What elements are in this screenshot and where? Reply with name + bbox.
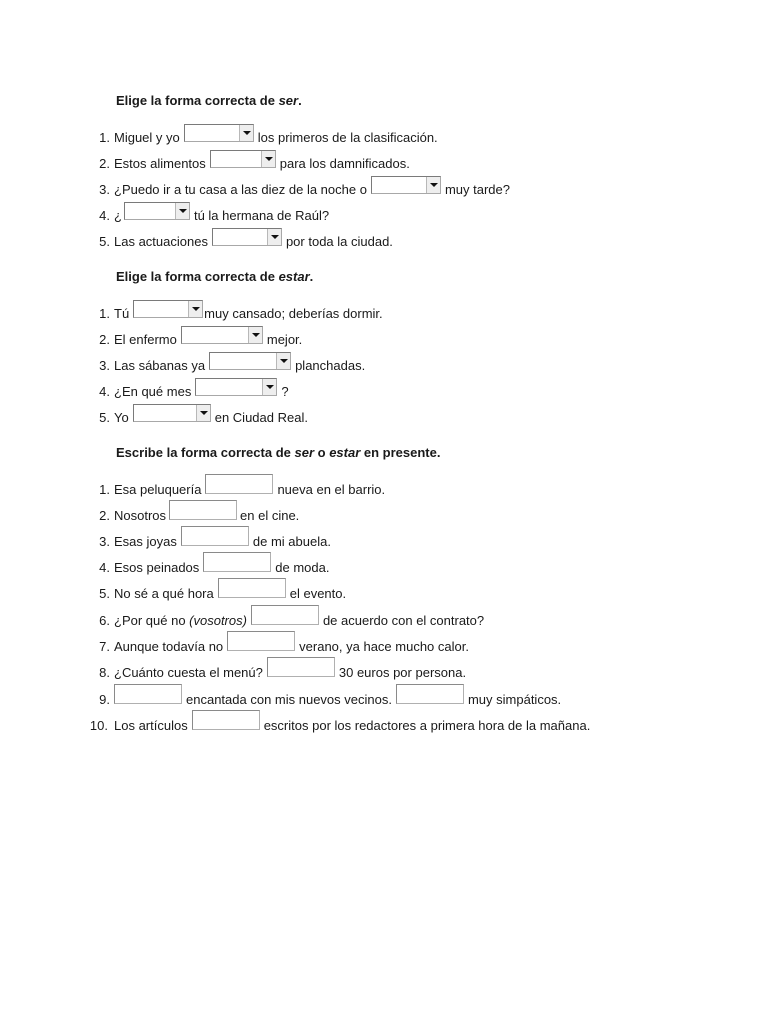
item-text-after: el evento. — [289, 586, 347, 601]
heading-text: o — [314, 445, 330, 460]
item-number: 4. — [99, 384, 110, 399]
ser-select[interactable] — [184, 124, 254, 142]
item-number: 3. — [99, 358, 110, 373]
item-text-after: ? — [281, 384, 289, 399]
item-text-after: 30 euros por persona. — [338, 665, 467, 680]
estar-select[interactable] — [209, 352, 291, 370]
heading-suffix: en presente. — [360, 445, 441, 460]
chevron-down-icon[interactable] — [276, 353, 290, 369]
item-number: 2. — [99, 332, 110, 347]
item-text-before: Aunque todavía no — [114, 639, 224, 654]
answer-input[interactable] — [227, 631, 295, 651]
item-text-after: en el cine. — [240, 508, 300, 523]
item-text-after: muy tarde? — [444, 182, 510, 197]
item-number: 8. — [99, 665, 110, 680]
chevron-down-icon[interactable] — [262, 379, 276, 395]
item-number: 1. — [99, 482, 110, 497]
item-number: 5. — [99, 410, 110, 425]
item-text-before: Las actuaciones — [114, 234, 208, 249]
heading-verb: estar — [278, 269, 310, 284]
estar-select[interactable] — [181, 326, 263, 344]
ser-select[interactable] — [212, 228, 282, 246]
item-number: 7. — [99, 639, 110, 654]
section2-heading — [116, 269, 313, 284]
item-text-before: Yo — [114, 410, 129, 425]
item-text-before: ¿Puedo ir a tu casa a las diez de la noche o — [114, 182, 367, 197]
answer-input[interactable] — [218, 578, 286, 598]
chevron-down-icon[interactable] — [248, 327, 262, 343]
item-number: 3. — [99, 534, 110, 549]
chevron-down-icon[interactable] — [188, 301, 202, 317]
item-text-after: muy cansado; deberías dormir. — [204, 306, 383, 321]
item-text-before: Estos alimentos — [114, 156, 206, 171]
item-text-before: Esas joyas — [114, 534, 177, 549]
answer-input[interactable] — [396, 684, 464, 704]
item-number: 5. — [99, 586, 110, 601]
item-text-before: Los artículos — [114, 718, 188, 733]
item-number: 4. — [99, 208, 110, 223]
item-number: 6. — [99, 613, 110, 628]
chevron-down-icon[interactable] — [196, 405, 210, 421]
item-number: 1. — [99, 130, 110, 145]
item-text-before: Esa peluquería — [114, 482, 202, 497]
answer-input[interactable] — [192, 710, 260, 730]
item-text-before: ¿En qué mes — [114, 384, 192, 399]
item-text-after: los primeros de la clasificación. — [257, 130, 438, 145]
ser-select[interactable] — [124, 202, 190, 220]
item-text-after: muy simpáticos. — [467, 692, 562, 707]
heading-suffix: . — [298, 93, 302, 108]
heading-text: Elige la forma correcta de — [116, 269, 279, 284]
answer-input[interactable] — [267, 657, 335, 677]
item-number: 4. — [99, 560, 110, 575]
chevron-down-icon[interactable] — [267, 229, 281, 245]
item-text-before: Miguel y yo — [114, 130, 180, 145]
item-text-before: Nosotros — [114, 508, 167, 523]
heading-verb: ser — [294, 445, 315, 460]
answer-input[interactable] — [181, 526, 249, 546]
item-text-after: en Ciudad Real. — [214, 410, 308, 425]
chevron-down-icon[interactable] — [239, 125, 253, 141]
answer-input[interactable] — [205, 474, 273, 494]
item-text-before: Las sábanas ya — [114, 358, 206, 373]
item-text-before: Esos peinados — [114, 560, 200, 575]
estar-select[interactable] — [195, 378, 277, 396]
item-text-after: de mi abuela. — [252, 534, 331, 549]
item-number: 1. — [99, 306, 110, 321]
answer-input[interactable] — [114, 684, 182, 704]
item-text-before: ¿Por qué no — [114, 613, 190, 628]
item-text-after: verano, ya hace mucho calor. — [299, 639, 469, 654]
item-number: 2. — [99, 508, 110, 523]
item-text-after: escritos por los redactores a primera hora de la mañana. — [263, 718, 591, 733]
estar-select[interactable] — [133, 300, 203, 318]
item-text-italic: (vosotros) — [189, 613, 247, 628]
item-text-before: ¿Cuánto cuesta el menú? — [114, 665, 263, 680]
item-text-after: planchadas. — [295, 358, 366, 373]
item-number: 2. — [99, 156, 110, 171]
item-text-before: Tú — [114, 306, 130, 321]
item-text-after: tú la hermana de Raúl? — [193, 208, 330, 223]
item-text-after: de acuerdo con el contrato? — [322, 613, 485, 628]
chevron-down-icon[interactable] — [426, 177, 440, 193]
item-text-before: El enfermo — [114, 332, 177, 347]
item-number: 3. — [99, 182, 110, 197]
heading-text: Escribe la forma correcta de — [116, 445, 295, 460]
heading-text: Elige la forma correcta de — [116, 93, 279, 108]
chevron-down-icon[interactable] — [261, 151, 275, 167]
ser-select[interactable] — [371, 176, 441, 194]
heading-verb: estar — [329, 445, 361, 460]
item-text-before: ¿ — [114, 208, 122, 223]
chevron-down-icon[interactable] — [175, 203, 189, 219]
ser-select[interactable] — [210, 150, 276, 168]
item-number: 10. — [89, 718, 108, 733]
answer-input[interactable] — [203, 552, 271, 572]
item-text-after: de moda. — [275, 560, 330, 575]
heading-suffix: . — [309, 269, 314, 284]
answer-input[interactable] — [169, 500, 237, 520]
item-text-after: nueva en el barrio. — [277, 482, 386, 497]
item-text-after: encantada con mis nuevos vecinos. — [186, 692, 392, 707]
item-text-after: para los damnificados. — [279, 156, 410, 171]
item-number: 5. — [99, 234, 110, 249]
heading-verb: ser — [278, 93, 299, 108]
estar-select[interactable] — [133, 404, 211, 422]
item-text-after: por toda la ciudad. — [285, 234, 393, 249]
item-text-after: mejor. — [266, 332, 303, 347]
item-number: 9. — [99, 692, 110, 707]
item-text-before: No sé a qué hora — [114, 586, 214, 601]
answer-input[interactable] — [251, 605, 319, 625]
section1-heading — [116, 93, 302, 108]
section3-heading — [116, 445, 440, 460]
